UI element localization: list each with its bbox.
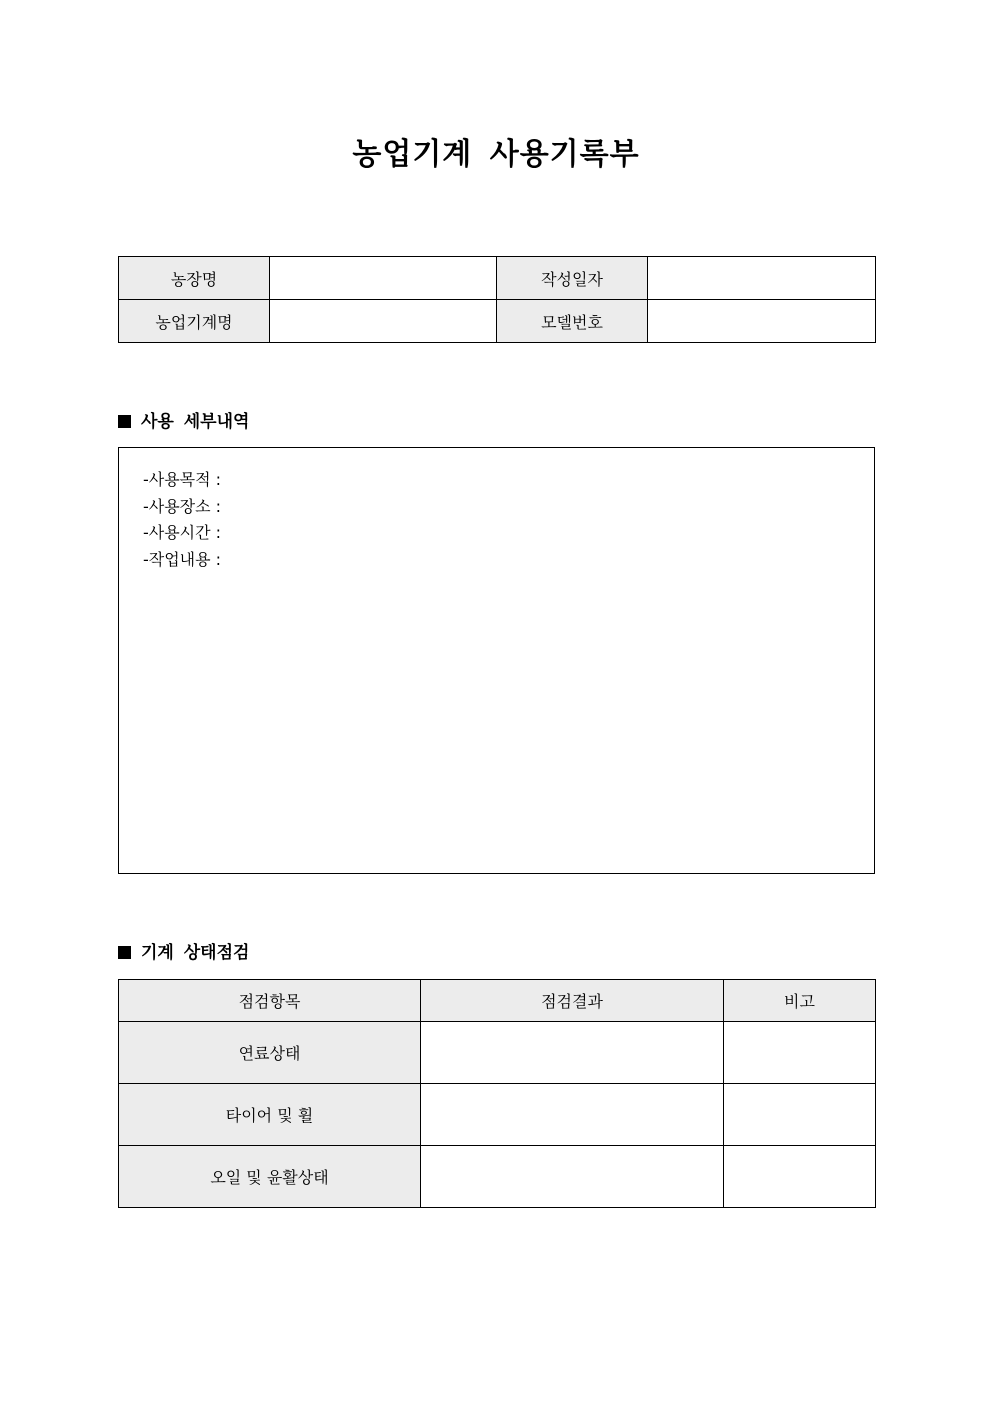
usage-location-line: -사용장소 : — [143, 496, 222, 516]
inspection-item-oil: 오일 및 윤활상태 — [119, 1146, 421, 1208]
info-table — [118, 256, 876, 343]
inspection-note-cell[interactable] — [724, 1084, 876, 1146]
inspection-result-cell[interactable] — [421, 1022, 724, 1084]
date-label: 작성일자 — [497, 257, 648, 300]
info-row — [119, 257, 876, 300]
square-bullet-icon — [118, 946, 131, 959]
column-header-item: 점검항목 — [119, 980, 421, 1022]
page-title: 농업기계 사용기록부 — [352, 137, 640, 172]
square-bullet-icon — [118, 415, 131, 428]
inspection-note-cell[interactable] — [724, 1146, 876, 1208]
usage-heading-text: 사용 세부내역 — [141, 412, 250, 432]
table-row — [119, 1022, 876, 1084]
farm-name-label: 농장명 — [119, 257, 270, 300]
usage-time-line: -사용시간 : — [143, 523, 222, 542]
inspection-header-row — [119, 980, 876, 1022]
info-row — [119, 300, 876, 343]
model-label: 모델번호 — [497, 300, 648, 343]
inspection-item-fuel: 연료상태 — [119, 1022, 421, 1084]
machine-name-label: 농업기계명 — [119, 300, 270, 343]
inspection-heading-text: 기계 상태점검 — [141, 943, 250, 963]
inspection-note-cell[interactable] — [724, 1022, 876, 1084]
usage-details-lines — [143, 467, 221, 573]
inspection-item-tires: 타이어 및 휠 — [119, 1084, 421, 1146]
column-header-result: 점검결과 — [421, 980, 724, 1022]
inspection-table — [118, 979, 876, 1208]
usage-section-heading — [118, 410, 249, 434]
table-row — [119, 1084, 876, 1146]
date-field[interactable] — [648, 257, 876, 300]
machine-name-field[interactable] — [270, 300, 497, 343]
work-content-line: -작업내용 : — [143, 549, 222, 569]
usage-purpose-line: -사용목적 : — [143, 470, 222, 489]
inspection-result-cell[interactable] — [421, 1146, 724, 1208]
table-row — [119, 1146, 876, 1208]
inspection-section-heading — [118, 941, 249, 965]
column-header-note: 비고 — [724, 980, 876, 1022]
usage-details-box[interactable] — [118, 447, 875, 874]
model-field[interactable] — [648, 300, 876, 343]
farm-name-field[interactable] — [270, 257, 497, 300]
inspection-result-cell[interactable] — [421, 1084, 724, 1146]
